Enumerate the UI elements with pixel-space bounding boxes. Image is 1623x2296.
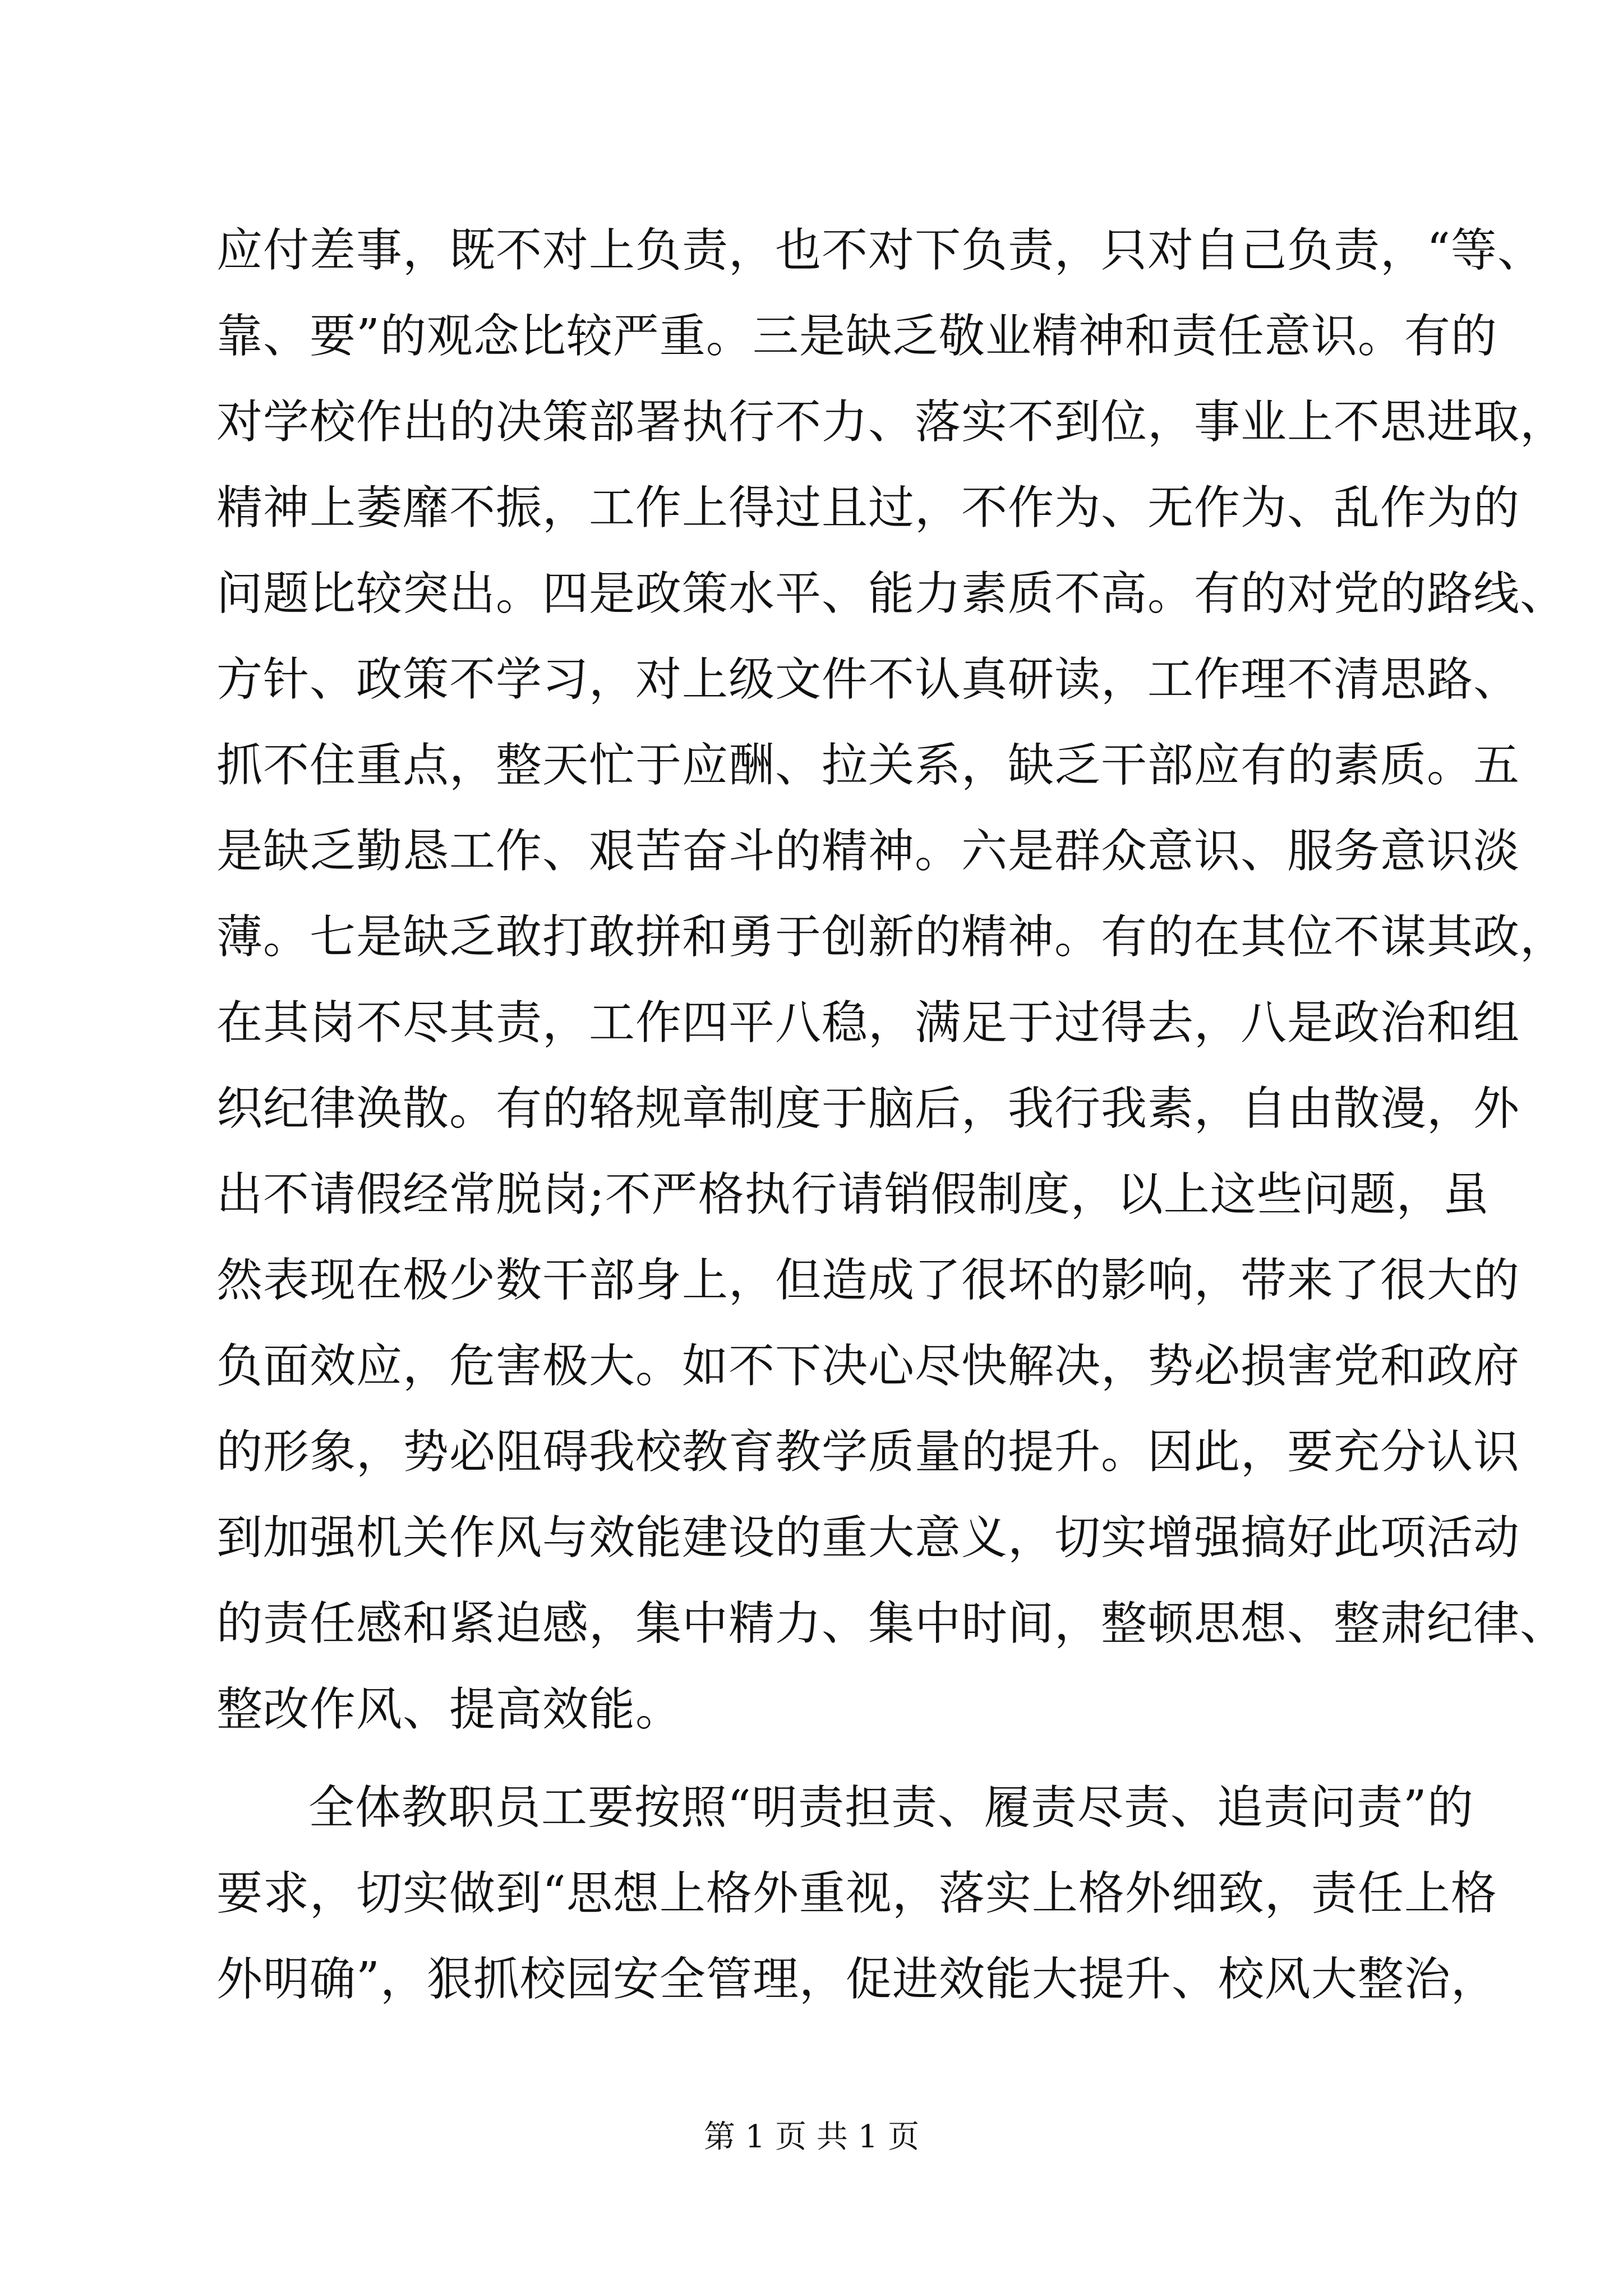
text-line: 要求，切实做到“思想上格外重视，落实上格外细致，责任上格 [216, 1867, 1497, 1920]
page-number-footer: 第 1 页 共 1 页 [703, 2119, 920, 2155]
text-line: 靠、要”的观念比较严重。三是缺乏敬业精神和责任意识。有的 [216, 310, 1497, 363]
text-line: 的责任感和紧迫感，集中精力、集中时间，整顿思想、整肃纪律、 [216, 1597, 1567, 1650]
text-line: 方针、政策不学习，对上级文件不认真研读，工作理不清思路、 [216, 653, 1520, 706]
paragraph-spacing [216, 1752, 1422, 1765]
text-line: 问题比较突出。四是政策水平、能力素质不高。有的对党的路线、 [216, 567, 1567, 620]
text-line: 外明确”，狠抓校园安全管理，促进效能大提升、校风大整治， [216, 1953, 1497, 2006]
document-body [216, 208, 1567, 2022]
text-line: 应付差事，既不对上负责，也不对下负责，只对自己负责，“等、 [216, 224, 1544, 277]
text-line: 负面效应，危害极大。如不下决心尽快解决，势必损害党和政府 [216, 1340, 1520, 1393]
text-line: 织纪律涣散。有的辂规章制度于脑后，我行我素，自由散漫，外 [216, 1082, 1520, 1135]
text-line: 在其岗不尽其责，工作四平八稳，满足于过得去，八是政治和组 [216, 996, 1520, 1050]
text-line: 对学校作出的决策部署执行不力、落实不到位，事业上不思进取， [216, 395, 1567, 449]
paragraph [216, 208, 1567, 1752]
text-line: 抓不住重点，整天忙于应酬、拉关系，缺乏干部应有的素质。五 [216, 739, 1520, 792]
text-line: 整改作风、提高效能。 [216, 1683, 683, 1736]
text-line: 然表现在极少数干部身上，但造成了很坏的影响，带来了很大的 [216, 1254, 1520, 1307]
text-line: 出不请假经常脱岗;不严格执行请销假制度，以上这些问题，虽 [216, 1168, 1490, 1221]
text-line: 全体教职员工要按照“明责担责、履责尽责、追责问责”的 [308, 1781, 1474, 1834]
text-line: 是缺乏勤恳工作、艰苦奋斗的精神。六是群众意识、服务意识淡 [216, 825, 1520, 878]
text-line: 到加强机关作风与效能建设的重大意义，切实增强搞好此项活动 [216, 1511, 1520, 1565]
paragraph [216, 1765, 1497, 2022]
text-line: 的形象，势必阻碍我校教育教学质量的提升。因此，要充分认识 [216, 1425, 1520, 1479]
text-line: 精神上萎靡不振，工作上得过且过，不作为、无作为、乱作为的 [216, 481, 1520, 535]
text-line: 薄。七是缺乏敢打敢拼和勇于创新的精神。有的在其位不谋其政， [216, 910, 1567, 964]
